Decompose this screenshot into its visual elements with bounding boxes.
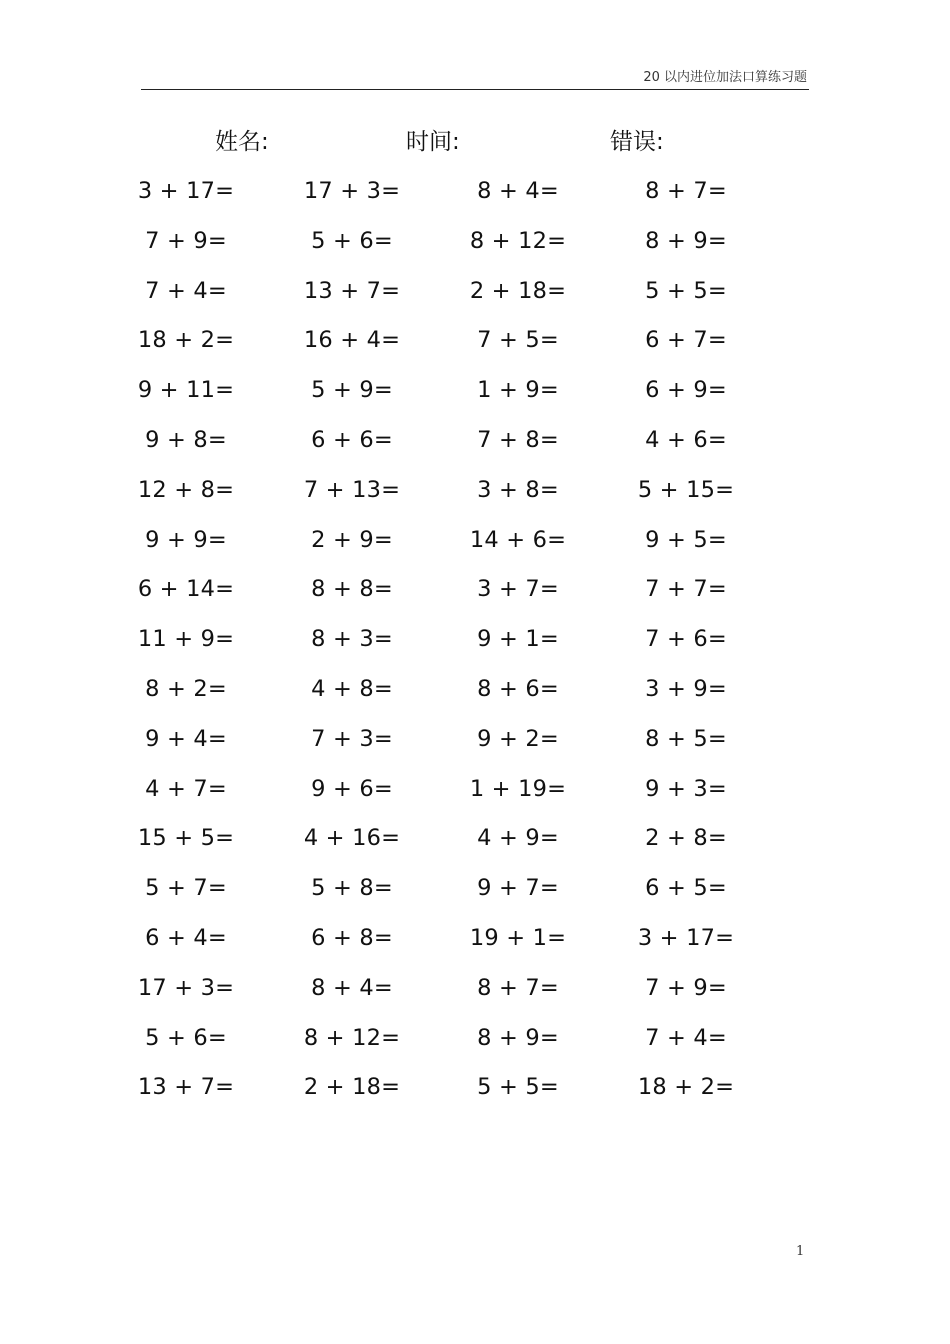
problem-cell: 4 + 8= xyxy=(311,675,393,702)
problem-row xyxy=(0,273,950,323)
problem-row xyxy=(0,970,950,1020)
problem-cell: 7 + 13= xyxy=(303,476,401,503)
problem-cell: 8 + 6= xyxy=(477,675,559,702)
problem-cell: 5 + 7= xyxy=(145,875,227,902)
problem-cell: 2 + 8= xyxy=(645,825,727,852)
problem-cell: 19 + 1= xyxy=(469,924,567,951)
problem-cell: 8 + 4= xyxy=(311,974,393,1001)
problem-cell: 9 + 1= xyxy=(477,626,559,653)
problem-cell: 9 + 11= xyxy=(137,377,235,404)
problem-cell: 4 + 6= xyxy=(645,426,727,453)
problem-row xyxy=(0,1069,950,1119)
problem-cell: 7 + 6= xyxy=(645,626,727,653)
problem-cell: 4 + 9= xyxy=(477,825,559,852)
problem-row xyxy=(0,522,950,572)
worksheet-labels xyxy=(0,126,950,158)
problem-cell: 9 + 8= xyxy=(145,426,227,453)
problem-cell: 16 + 4= xyxy=(303,327,401,354)
problem-cell: 7 + 8= xyxy=(477,426,559,453)
problem-cell: 9 + 2= xyxy=(477,725,559,752)
problem-cell: 6 + 9= xyxy=(645,377,727,404)
problem-grid xyxy=(0,173,950,1119)
problem-cell: 6 + 8= xyxy=(311,924,393,951)
problem-row xyxy=(0,223,950,273)
problem-row xyxy=(0,920,950,970)
problem-cell: 7 + 9= xyxy=(145,227,227,254)
problem-cell: 7 + 7= xyxy=(645,576,727,603)
problem-cell: 6 + 7= xyxy=(645,327,727,354)
problem-cell: 12 + 8= xyxy=(137,476,235,503)
problem-row xyxy=(0,571,950,621)
problem-cell: 4 + 7= xyxy=(145,775,227,802)
problem-cell: 5 + 6= xyxy=(311,227,393,254)
problem-cell: 8 + 4= xyxy=(477,178,559,204)
problem-cell: 13 + 7= xyxy=(303,277,401,304)
problem-cell: 8 + 9= xyxy=(477,1024,559,1051)
problem-cell: 9 + 7= xyxy=(477,875,559,902)
problem-cell: 2 + 18= xyxy=(469,277,567,304)
problem-row xyxy=(0,771,950,821)
problem-row xyxy=(0,422,950,472)
problem-row xyxy=(0,173,950,223)
problem-cell: 8 + 7= xyxy=(477,974,559,1001)
problem-cell: 2 + 18= xyxy=(303,1074,401,1101)
problem-cell: 9 + 6= xyxy=(311,775,393,802)
problem-cell: 1 + 9= xyxy=(477,377,559,404)
problem-cell: 7 + 3= xyxy=(311,725,393,752)
problem-cell: 3 + 17= xyxy=(637,924,735,951)
problem-cell: 5 + 6= xyxy=(145,1024,227,1051)
name-label: 姓名: xyxy=(215,129,269,155)
problem-row xyxy=(0,1020,950,1070)
problem-cell: 15 + 5= xyxy=(137,825,235,852)
problem-cell: 4 + 16= xyxy=(303,825,401,852)
problem-row xyxy=(0,820,950,870)
problem-cell: 8 + 7= xyxy=(645,178,727,204)
page-number: 1 xyxy=(796,1244,805,1259)
problem-cell: 8 + 3= xyxy=(311,626,393,653)
problem-cell: 5 + 5= xyxy=(645,277,727,304)
problem-row xyxy=(0,621,950,671)
problem-cell: 9 + 4= xyxy=(145,725,227,752)
page-header-title: 20 以内进位加法口算练习题 xyxy=(643,70,807,85)
problem-cell: 17 + 3= xyxy=(303,178,401,204)
problem-cell: 17 + 3= xyxy=(137,974,235,1001)
problem-cell: 14 + 6= xyxy=(469,526,567,553)
problem-cell: 11 + 9= xyxy=(137,626,235,653)
problem-cell: 8 + 2= xyxy=(145,675,227,702)
problem-cell: 9 + 5= xyxy=(645,526,727,553)
problem-cell: 2 + 9= xyxy=(311,526,393,553)
errors-label: 错误: xyxy=(610,129,664,155)
problem-cell: 8 + 12= xyxy=(303,1024,401,1051)
problem-cell: 18 + 2= xyxy=(137,327,235,354)
problem-cell: 5 + 5= xyxy=(477,1074,559,1101)
problem-cell: 7 + 9= xyxy=(645,974,727,1001)
problem-cell: 9 + 9= xyxy=(145,526,227,553)
problem-cell: 13 + 7= xyxy=(137,1074,235,1101)
problem-row xyxy=(0,870,950,920)
problem-row xyxy=(0,671,950,721)
problem-cell: 3 + 17= xyxy=(137,178,235,204)
problem-cell: 5 + 15= xyxy=(637,476,735,503)
problem-cell: 6 + 5= xyxy=(645,875,727,902)
problem-cell: 8 + 5= xyxy=(645,725,727,752)
problem-row xyxy=(0,322,950,372)
problem-cell: 6 + 14= xyxy=(137,576,235,603)
problem-row xyxy=(0,372,950,422)
header-rule xyxy=(141,89,809,90)
problem-cell: 8 + 12= xyxy=(469,227,567,254)
problem-cell: 7 + 4= xyxy=(145,277,227,304)
problem-cell: 5 + 8= xyxy=(311,875,393,902)
problem-cell: 18 + 2= xyxy=(637,1074,735,1101)
problem-cell: 6 + 6= xyxy=(311,426,393,453)
problem-cell: 1 + 19= xyxy=(469,775,567,802)
problem-row xyxy=(0,721,950,771)
problem-row xyxy=(0,472,950,522)
problem-cell: 7 + 4= xyxy=(645,1024,727,1051)
time-label: 时间: xyxy=(406,129,460,155)
problem-cell: 8 + 8= xyxy=(311,576,393,603)
problem-cell: 8 + 9= xyxy=(645,227,727,254)
problem-cell: 7 + 5= xyxy=(477,327,559,354)
problem-cell: 5 + 9= xyxy=(311,377,393,404)
problem-cell: 6 + 4= xyxy=(145,924,227,951)
problem-cell: 3 + 9= xyxy=(645,675,727,702)
problem-cell: 3 + 7= xyxy=(477,576,559,603)
problem-cell: 9 + 3= xyxy=(645,775,727,802)
problem-cell: 3 + 8= xyxy=(477,476,559,503)
